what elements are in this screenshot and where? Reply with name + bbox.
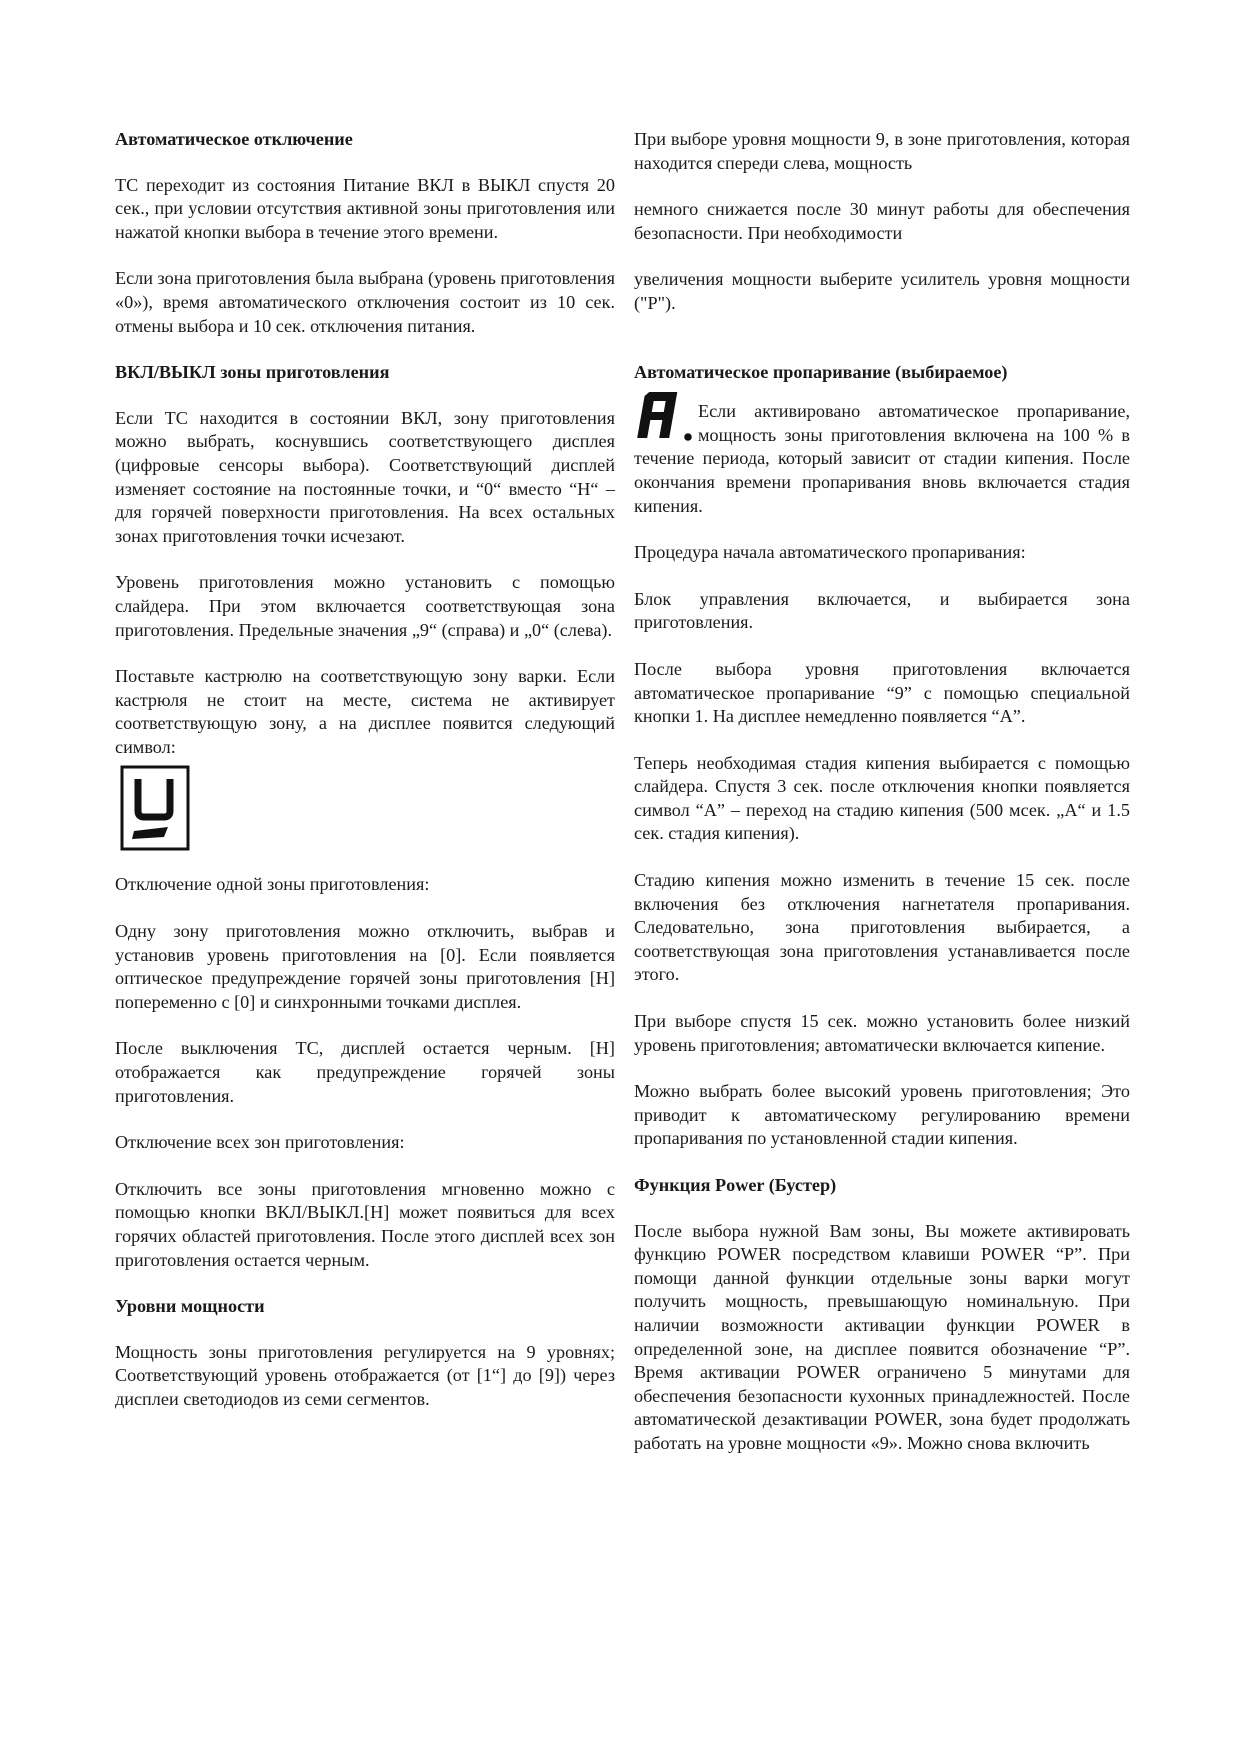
auto-steam-paragraph-3: После выбора уровня приготовления включается автоматическое пропаривание “9” с помощью специальной кнопки 1. На дисплее немедленно появляется “A”. <box>634 658 1130 727</box>
level9-paragraph-3: увеличения мощности выберите усилитель уровня мощности ("P"). <box>634 269 1130 313</box>
left-column <box>115 128 615 1435</box>
single-zone-off-paragraph: Одну зону приготовления можно отключить, выбрав и установив уровень приготовления на [0]. Если появляется оптическое предупреждение горячей зоны приготовления [H] попеременно с [0] и синхронными точками дисплея. <box>115 921 615 1012</box>
right-column <box>634 128 1130 1479</box>
zone-onoff-paragraph-3: Поставьте кастрюлю на соответствующую зону варки. Если кастрюля не стоит на месте, система не активирует соответствующую зону, а на дисплее появится следующий символ: <box>115 666 615 757</box>
auto-steam-a-symbol-icon <box>634 388 696 444</box>
auto-steam-intro <box>634 400 1130 518</box>
power-paragraph: После выбора нужной Вам зоны, Вы можете активировать функцию POWER посредством клавиши POWER “P”. При помощи данной функции отдельные зоны варки могут получить мощность, превышающую номинальную. При наличии возможности активации функции POWER в определенной зоне, на дисплее появится обозначение “P”. Время активации POWER ограничено 5 минутами для обеспечения безопасности кухонных принадлежностей. После автоматической дезактивации POWER, зона будет продолжать работать на уровне мощности «9». Можно снова включить <box>634 1220 1130 1453</box>
auto-steam-paragraph-5: Стадию кипения можно изменить в течение 15 сек. после включения без отключения нагнетателя пропаривания. Следовательно, зона приготовления выбирается, а соответствующая зона приготовления устанавливается после этого. <box>634 870 1130 985</box>
after-off-paragraph: После выключения ТС, дисплей остается черным. [H] отображается как предупреждение горячей зоны приготовления. <box>115 1038 615 1106</box>
auto-steam-procedure-label: Процедура начала автоматического пропаривания: <box>634 542 1026 563</box>
auto-steam-paragraph-7: Можно выбрать более высокий уровень приготовления; Это приводит к автоматическому регулированию времени пропаривания по установленной стадии кипения. <box>634 1081 1130 1149</box>
single-zone-off-label: Отключение одной зоны приготовления: <box>115 874 430 895</box>
all-zones-off-paragraph: Отключить все зоны приготовления мгновенно можно с помощью кнопки ВКЛ/ВЫКЛ.[H] может появиться для всех горячих областей приготовления. После этого дисплей всех зон приготовления остается черным. <box>115 1178 615 1270</box>
level9-paragraph-1: При выборе уровня мощности 9, в зоне приготовления, которая находится спереди слева, мощность <box>634 129 1130 173</box>
power-levels-heading: Уровни мощности <box>115 1296 265 1317</box>
auto-steam-paragraph-1: Если активировано автоматическое пропаривание, мощность зоны приготовления включена на 100 % в течение периода, который зависит от стадии кипения. После окончания времени пропаривания вновь включается стадия кипения. <box>634 401 1130 516</box>
all-zones-off-label: Отключение всех зон приготовления: <box>115 1132 405 1153</box>
auto-off-paragraph-2: Если зона приготовления была выбрана (уровень приготовления «0»), время автоматического отключения состоит из 10 сек. отмены выбора и 10 сек. отключения питания. <box>115 268 615 336</box>
auto-off-paragraph-1: ТС переходит из состояния Питание ВКЛ в ВЫКЛ спустя 20 сек., при условии отсутствия активной зоны приготовления или нажатой кнопки выбора в течение этого времени. <box>115 174 615 242</box>
zone-onoff-paragraph-1: Если ТС находится в состоянии ВКЛ, зону приготовления можно выбрать, коснувшись соответствующего дисплея (цифровые сенсоры выбора). Соответствующий дисплей изменяет состояние на постоянные точки, и “0“ вместо “H“ – для горячей поверхности приготовления. На всех остальных зонах приготовления точки исчезают. <box>115 407 615 546</box>
zone-onoff-paragraph-2: Уровень приготовления можно установить с помощью слайдера. При этом включается соответствующая зона приготовления. Предельные значения „9“ (справа) и „0“ (слева). <box>115 572 615 640</box>
auto-steam-paragraph-6: При выборе спустя 15 сек. можно установить более низкий уровень приготовления; автоматически включается кипение. <box>634 1011 1130 1055</box>
zone-onoff-heading: ВКЛ/ВЫКЛ зоны приготовления <box>115 362 390 383</box>
auto-steam-paragraph-2: Блок управления включается, и выбирается зона приготовления. <box>634 588 1130 633</box>
auto-steam-heading: Автоматическое пропаривание (выбираемое) <box>634 361 1008 382</box>
pan-missing-u-symbol-icon <box>120 765 190 851</box>
auto-off-heading: Автоматическое отключение <box>115 129 353 149</box>
auto-steam-paragraph-4: Теперь необходимая стадия кипения выбирается с помощью слайдера. Спустя 3 сек. после отключения кнопки появляется символ “A” – переход на стадию кипения (500 мсек. „A“ и 1.5 сек. стадия кипения). <box>634 752 1130 844</box>
level9-paragraph-2: немного снижается после 30 минут работы для обеспечения безопасности. При необходимости <box>634 199 1130 243</box>
power-levels-paragraph: Мощность зоны приготовления регулируется на 9 уровнях; Соответствующий уровень отображается (от [1“] до [9]) через дисплеи светодиодов из семи сегментов. <box>115 1341 615 1409</box>
power-heading: Функция Power (Бустер) <box>634 1175 837 1195</box>
